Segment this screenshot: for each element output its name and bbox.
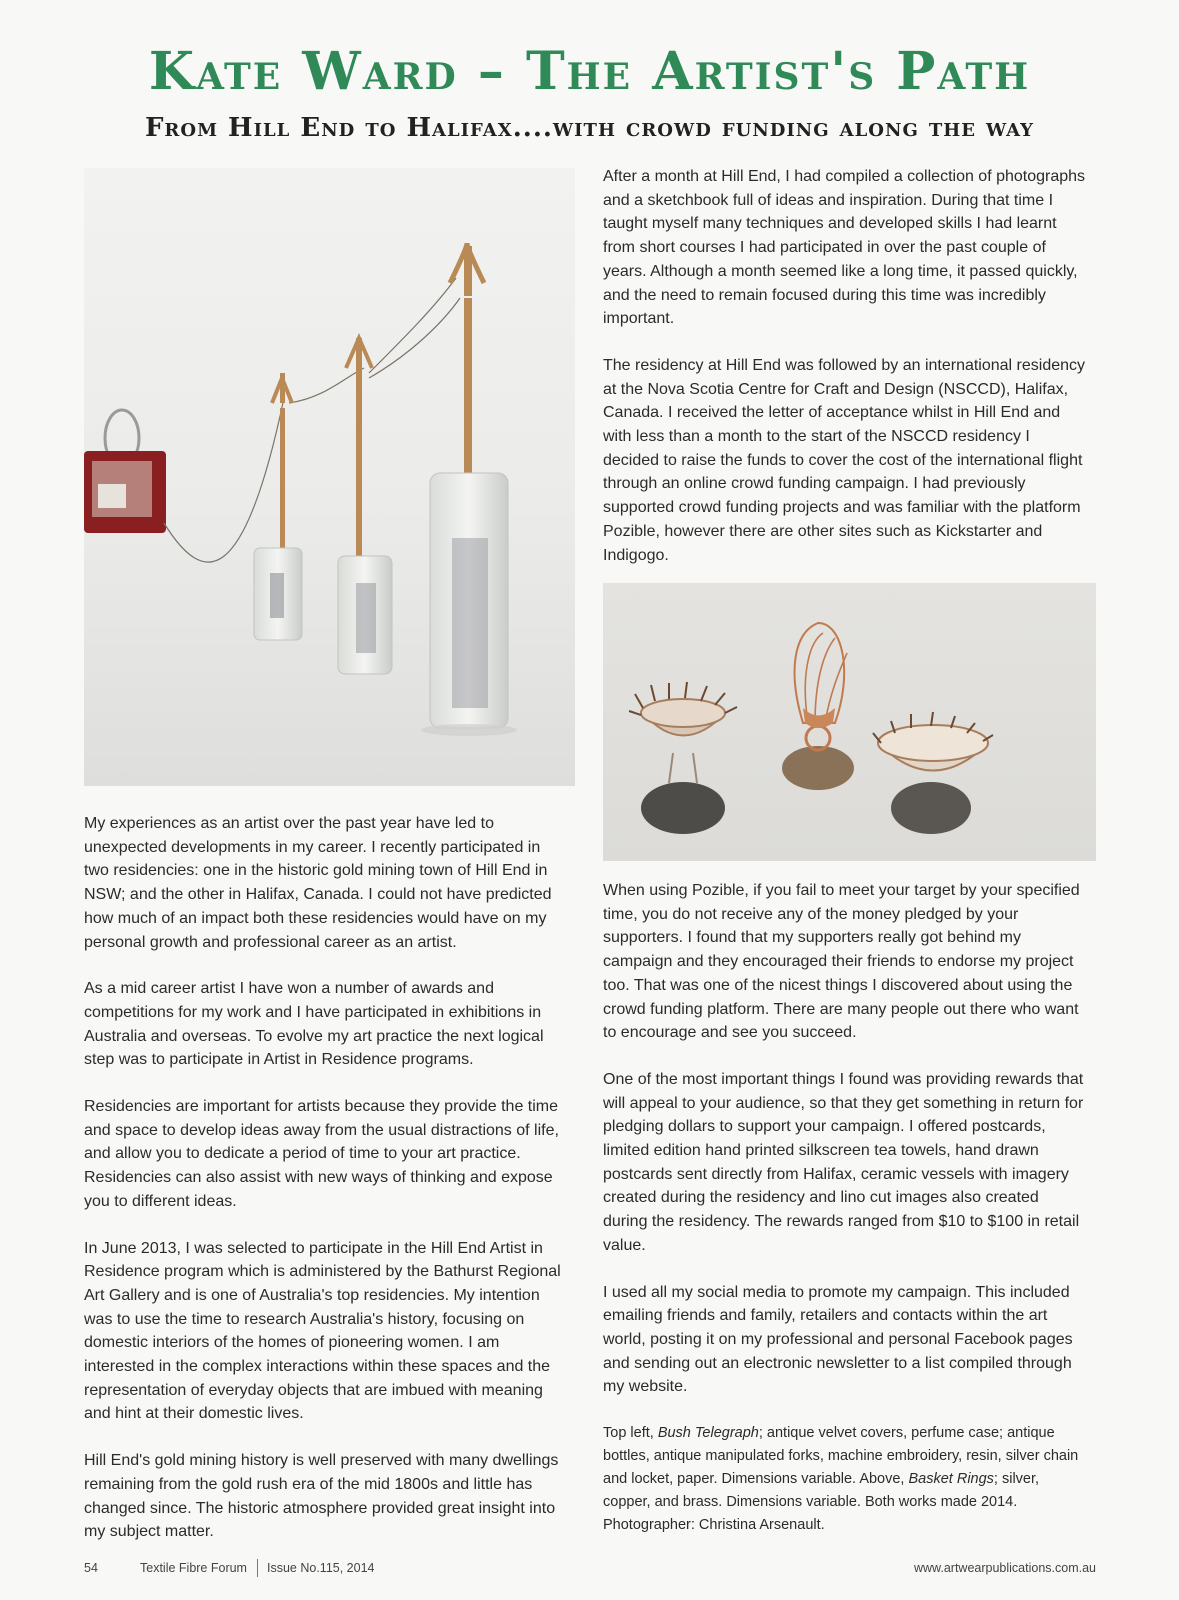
right-column-top [603,165,1087,590]
fork-small [272,373,292,548]
left-column [84,812,568,1567]
website-link[interactable]: www.artwearpublications.com.au [913,1561,1096,1575]
paragraph: Residencies are important for artists because they provide the time and space to develop ideas away from the usual distractions of life, and allow you to dedicate a period of time to your art practice. Residencies can also assist with new ways of thinking and expose you to different ideas. [84,1098,559,1210]
article-subtitle: From Hill End to Halifax....with crowd funding along the way [144,113,1035,143]
bush-telegraph-illustration [84,168,575,786]
paragraph: I used all my social media to promote my campaign. This included emailing friends and family, retailers and contacts within the art world, posting it on my professional and personal Facebook pages and sending out an electronic newsletter to a list compiled through my website. [603,1283,1073,1396]
paragraph: After a month at Hill End, I had compiled a collection of photographs and a sketchbook full of ideas and inspiration. During that time I taught myself many techniques and developed skills I had learnt from short courses I had participated in over the past couple of years. Although a month seemed like a long time, it passed quickly, and the need to remain focused during this time was incredibly important. [603,168,1086,328]
basket-ring-middle [782,623,854,790]
paragraph: Hill End's gold mining history is well preserved with many dwellings remaining from the gold rush era of the mid 1800s and little has changed since. The historic atmosphere provided great insight into my subject matter. [84,1452,559,1541]
caption-text: ; antique velvet covers, perfume case; antique bottles, antique manipulated forks, machine embroidery, resin, silver chain and locket, paper. Dimensions variable. Above, [603,1425,1079,1488]
article-title: Kate Ward – The Artist's Path [148,41,1031,102]
paragraph: When using Pozible, if you fail to meet your target by your specified time, you do not receive any of the money pledged by your supporters. I found that my supporters really got behind my campaign and they encouraged their friends to endorse my project too. That was one of the nicest things I discovered about using the crowd funding platform. There are many people out there who want to encourage and see you succeed. [603,882,1080,1042]
basket-rings-illustration [603,583,1096,861]
paragraph: My experiences as an artist over the past year have led to unexpected developments in my career. I recently participated in two residencies: one in the historic gold mining town of Hill End in NSW; and the other in Halifax, Canada. I could not have predicted how much of an impact both these residencies would have on my personal growth and professional career as an artist. [84,815,552,951]
caption-text: Top left, [603,1425,658,1442]
fork-medium [346,338,372,558]
issue-number: Issue No.115, 2014 [267,1561,375,1575]
caption-work-title: Bush Telegraph [657,1425,759,1442]
right-column-bottom [603,879,1087,1537]
basket-ring-right [873,712,993,834]
page-number: 54 [84,1561,98,1575]
page-footer [84,1561,1096,1583]
paragraph: As a mid career artist I have won a number of awards and competitions for my work and I have participated in exhibitions in Australia and overseas. To evolve my art practice the next logical step was to participate in Artist in Residence programs. [84,980,544,1069]
caption-work-title: Basket Rings [908,1471,994,1488]
paragraph: In June 2013, I was selected to participate in the Hill End Artist in Residence program which is administered by the Bathurst Regional Art Gallery and is one of Australia's top residencies. My intention was to use the time to research Australia's history, focusing on domestic interiors of the homes of pioneering women. I am interested in the complex interactions within these spaces and the representation of everyday objects that are imbued with meaning and hint at their domestic lives. [84,1239,561,1423]
magazine-name: Textile Fibre Forum [140,1561,247,1575]
caption-text: ; silver, copper, and brass. Dimensions variable. Both works made 2014. Photographer: Christina Arsenault. [603,1471,1040,1534]
footer-divider [257,1559,258,1577]
bush-telegraph-photo [84,168,575,786]
photo-caption [603,1422,1087,1537]
velvet-case [84,410,166,533]
paragraph: The residency at Hill End was followed by an international residency at the Nova Scotia Centre for Craft and Design (NSCCD), Halifax, Canada. I received the letter of acceptance whilst in Hill End and with less than a month to the start of the NSCCD residency I decided to raise the funds to cover the cost of the international flight through an online crowd funding campaign. I had previously supported crowd funding projects and was familiar with the platform Pozible, however there are other sites such as Kickstarter and Indigogo. [603,356,1086,564]
basket-ring-left [629,682,737,834]
paragraph: One of the most important things I found was providing rewards that will appeal to your audience, so that they get something in return for pledging dollars to support your campaign. I offered postcards, limited edition hand printed silkscreen tea towels, hand drawn postcards sent directly from Halifax, ceramic vessels with imagery created during the residency and lino cut images also created during the residency. The rewards ranged from $10 to $100 in retail value. [603,1070,1084,1254]
basket-rings-photo [603,583,1096,861]
